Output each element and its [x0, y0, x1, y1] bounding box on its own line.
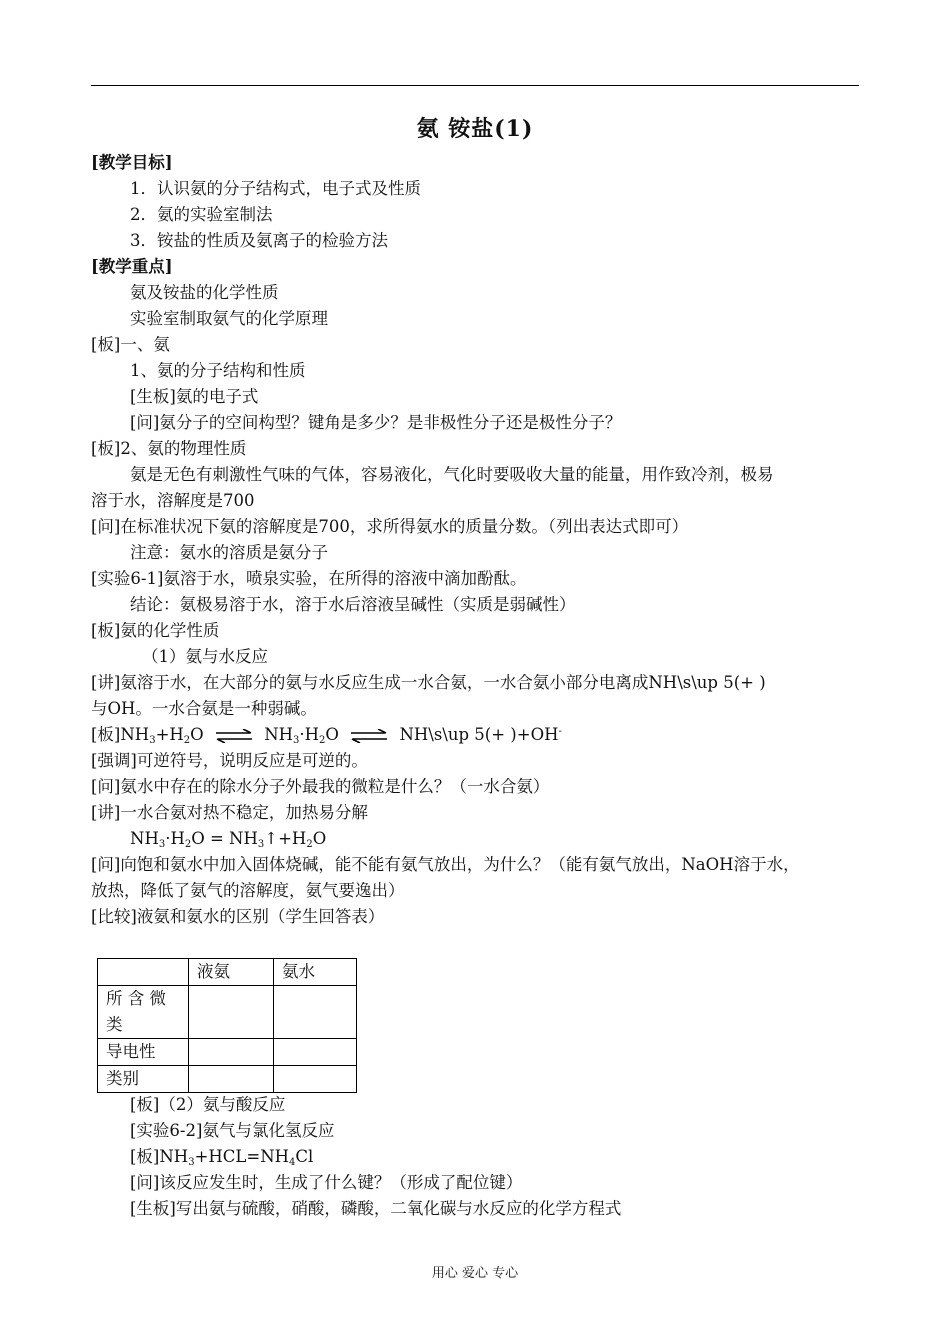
text-line: [问]在标准状况下氨的溶解度是700，求所得氨水的质量分数。（列出表达式即可） — [91, 517, 689, 536]
row-label-line: 类 — [106, 1015, 123, 1034]
table-header-cell: 液氨 — [189, 959, 274, 986]
text-line: 氨是无色有刺激性气味的气体，容易液化，气化时要吸收大量的能量，用作致冷剂，极易 — [130, 465, 774, 484]
text-line: 1．认识氨的分子结构式，电子式及性质 — [130, 179, 421, 198]
table-row-label — [98, 986, 189, 1039]
table-cell — [274, 986, 357, 1039]
row-label-line: 所 含 微 — [106, 989, 166, 1008]
table-cell — [274, 1066, 357, 1093]
table-row — [98, 986, 357, 1039]
text-line: [问]氨分子的空间构型？键角是多少？是非极性分子还是极性分子？ — [130, 413, 622, 432]
table-row — [98, 1039, 357, 1066]
comparison-table — [97, 958, 357, 1093]
text-line: [讲]氨溶于水，在大部分的氨与水反应生成一水合氨，一水合氨小部分电离成NH\s\up 5(+ ) — [91, 673, 766, 692]
table-row-label: 导电性 — [98, 1039, 189, 1066]
table-header-cell: 氨水 — [274, 959, 357, 986]
text-line: 溶于水，溶解度是700 — [91, 491, 255, 510]
text-line: [强调]可逆符号，说明反应是可逆的。 — [91, 751, 368, 770]
text-line: [问]向饱和氨水中加入固体烧碱，能不能有氨气放出，为什么？（能有氨气放出，NaOH溶于水， — [91, 855, 800, 874]
table-header-row — [98, 959, 357, 986]
text-line: 结论：氨极易溶于水，溶于水后溶液呈碱性（实质是弱碱性） — [130, 595, 576, 614]
text-line: 实验室制取氨气的化学原理 — [130, 309, 328, 328]
text-line: [比较]液氨和氨水的区别（学生回答表） — [91, 907, 385, 926]
text-line: [生板]写出氨与硫酸，硝酸，磷酸，二氧化碳与水反应的化学方程式 — [130, 1199, 622, 1218]
section-heading: [教学重点] — [91, 257, 173, 276]
table-cell — [98, 959, 189, 986]
equation-line: [板]$NH_3+HCL=NH_4Cl$ — [130, 1147, 314, 1168]
document-body-continued — [91, 1092, 863, 1222]
equation-line: $NH_3\cdot H_2O$ = $NH_3↑+H_2O$ — [130, 829, 327, 850]
text-line: 氨及铵盐的化学性质 — [130, 283, 279, 302]
text-line: 与OH。一水合氨是一种弱碱。 — [91, 699, 317, 718]
text-line: [实验6-2]氨气与氯化氢反应 — [130, 1121, 335, 1140]
text-line: [实验6-1]氨溶于水，喷泉实验，在所得的溶液中滴加酚酞。 — [91, 569, 527, 588]
reversible-arrow-icon — [350, 729, 388, 743]
text-line: [板]（2）氨与酸反应 — [130, 1095, 286, 1114]
section-heading: [教学目标] — [91, 153, 173, 172]
text-line: 3．铵盐的性质及氨离子的检验方法 — [130, 231, 388, 250]
text-line: [讲]一水合氨对热不稳定，加热易分解 — [91, 803, 368, 822]
document-body — [91, 150, 863, 930]
table-cell — [189, 986, 274, 1039]
text-line: [生板]氨的电子式 — [130, 387, 259, 406]
text-line: 1、氨的分子结构和性质 — [130, 361, 306, 380]
text-line: [问]该反应发生时，生成了什么键？（形成了配位键） — [130, 1173, 523, 1192]
table-cell — [274, 1039, 357, 1066]
text-line: [板]2、氨的物理性质 — [91, 439, 247, 458]
text-line: [问]氨水中存在的除水分子外最我的微粒是什么？（一水合氨） — [91, 777, 550, 796]
page-title: 氨 铵盐(1) — [416, 116, 534, 142]
table-row — [98, 1066, 357, 1093]
text-line: 注意：氨水的溶质是氨分子 — [130, 543, 328, 562]
table-cell — [189, 1066, 274, 1093]
text-line: 2．氨的实验室制法 — [130, 205, 273, 224]
table-cell — [189, 1039, 274, 1066]
top-rule — [91, 85, 859, 86]
text-line: （1）氨与水反应 — [142, 647, 268, 666]
text-line: [板]一、氨 — [91, 335, 170, 354]
equation-line: [板]$NH_3+H_2O$ $NH_3\cdot H_2O$ NH\s\up 5(+ )+OH- — [91, 725, 562, 746]
text-line: 放热，降低了氨气的溶解度，氨气要逸出） — [91, 881, 405, 900]
reversible-arrow-icon — [215, 729, 253, 743]
table-row-label: 类别 — [98, 1066, 189, 1093]
text-line: [板]氨的化学性质 — [91, 621, 220, 640]
page-footer: 用心 爱心 专心 — [431, 1266, 519, 1281]
